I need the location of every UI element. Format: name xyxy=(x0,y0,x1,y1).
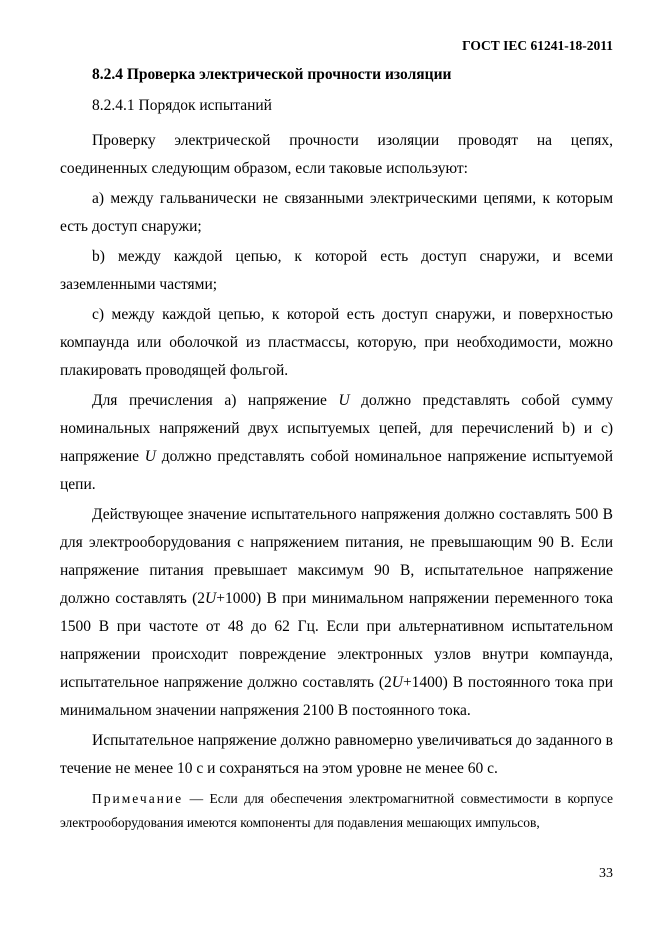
symbol-u: U xyxy=(144,448,156,465)
page-number: 33 xyxy=(599,866,613,881)
paragraph-ramp: Испытательное напряжение должно равномерно увеличиваться до заданного в течение не менее 10 с и сохраняться на этом уровне не менее 60 с. xyxy=(60,732,613,777)
text-segment: должно представлять собой сумму номинальных напряжений двух испытуемых цепей, для перечислений b) и c) напряжение xyxy=(60,392,613,465)
note xyxy=(60,787,613,835)
note-label: Примечание xyxy=(92,791,184,806)
note-dash: — xyxy=(183,791,210,806)
standard-header: ГОСТ IEC 61241-18-2011 xyxy=(462,38,613,53)
text-segment: +1400) В постоянного тока при минимальном значении напряжения 2100 В постоянного тока. xyxy=(60,674,613,719)
text-segment: должно представлять собой номинальное напряжение испытуемой цепи. xyxy=(60,448,613,493)
text-segment: Для пречисления а) напряжение xyxy=(92,392,339,409)
paragraph-item-c: c) между каждой цепью, к которой есть доступ снаружи, и поверхностью компаунда или оболочкой из пластмассы, которую, при необходимости, можно плакировать проводящей фольгой. xyxy=(60,306,613,379)
section-title: 8.2.4 Проверка электрической прочности изоляции xyxy=(92,66,452,83)
document-body xyxy=(60,127,613,837)
text-segment: Действующее значение испытательного напряжения должно составлять 500 В для электрооборудования с напряжением питания, не превышающим 90 В. Если напряжение питания превышает максимум 90 В, испытательное напряжение должно составлять (2 xyxy=(60,506,613,607)
paragraph-voltage-u xyxy=(60,387,613,499)
paragraph-intro: Проверку электрической прочности изоляции проводят на цепях, соединенных следующим образом, если таковые используют: xyxy=(60,132,613,177)
text-segment: +1000) В при минимальном напряжении переменного тока 1500 В при частоте от 48 до 62 Гц. Если при альтернативном испытательном напряжении происходит повреждение электронных узлов внутри компаунда, испытательное напряжение должно составлять (2 xyxy=(60,590,613,691)
paragraph-test-voltage xyxy=(60,501,613,725)
subsection-title: 8.2.4.1 Порядок испытаний xyxy=(92,97,272,114)
symbol-u: U xyxy=(391,674,403,691)
paragraph-item-a: a) между гальванически не связанными электрическими цепями, к которым есть доступ снаружи; xyxy=(60,190,613,235)
symbol-u: U xyxy=(205,590,217,607)
note-text: Если для обеспечения электромагнитной совместимости в корпусе электрооборудования имеются компоненты для подавления мешающих импульсов, xyxy=(60,791,613,830)
paragraph-item-b: b) между каждой цепью, к которой есть доступ снаружи, и всеми заземленными частями; xyxy=(60,248,613,293)
symbol-u: U xyxy=(338,392,350,409)
